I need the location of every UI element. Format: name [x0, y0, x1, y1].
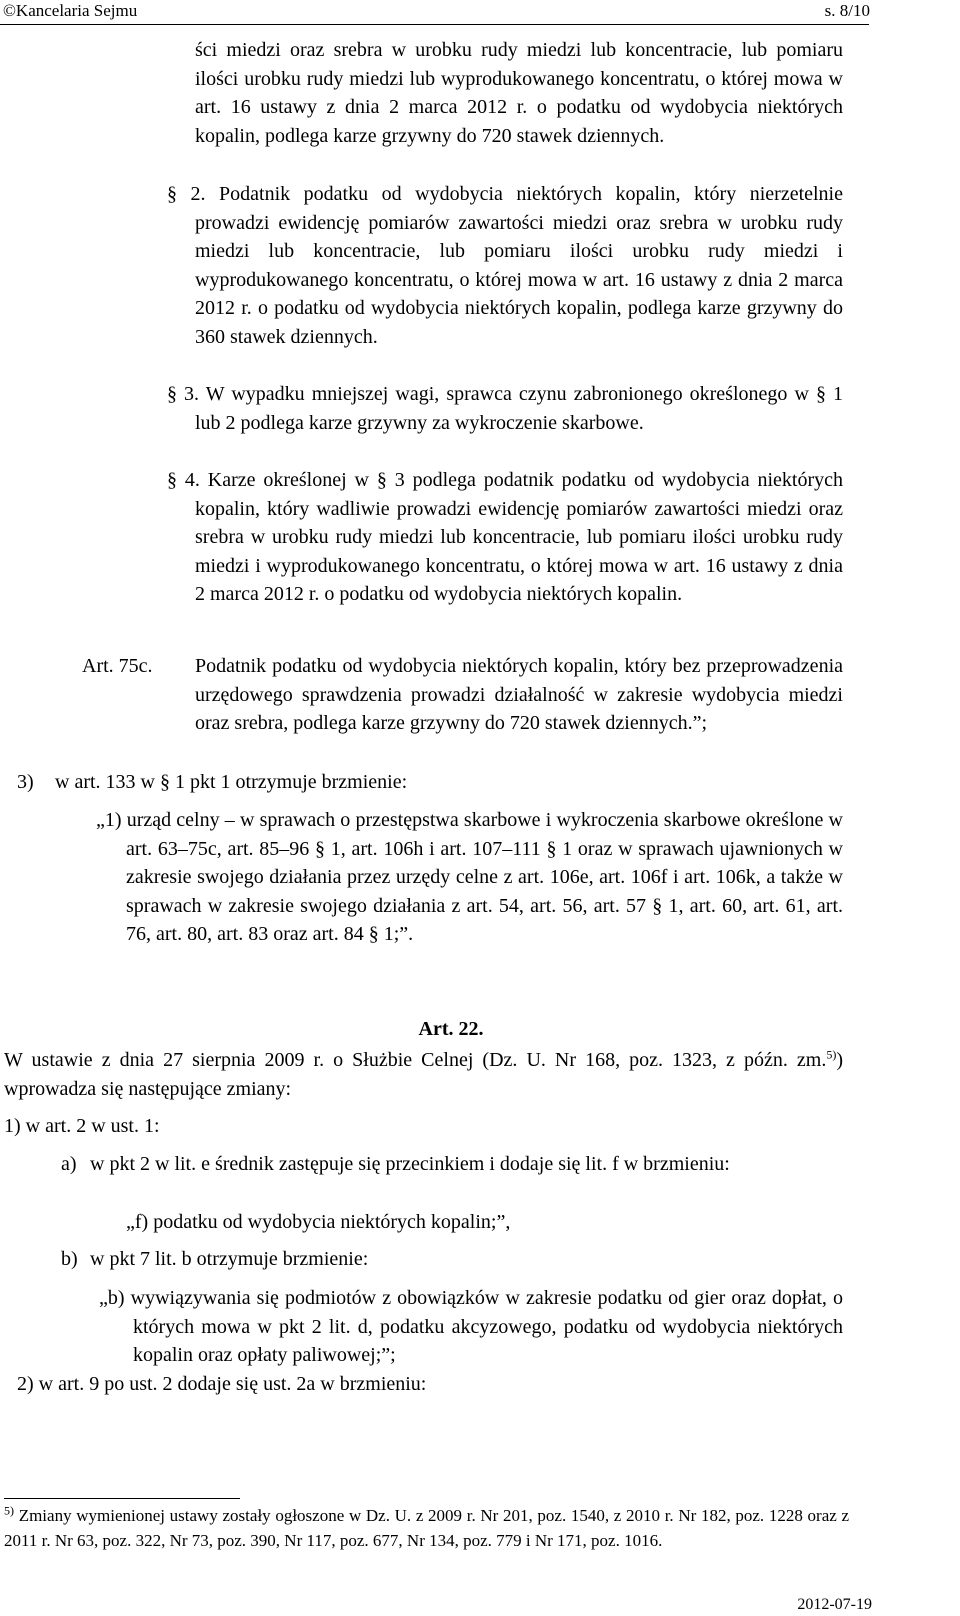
art22-item1a-label: a) [61, 1153, 77, 1175]
header-source: ©Kancelaria Sejmu [3, 1, 138, 20]
footnote-ref: 5) [826, 1047, 837, 1062]
art22-intro-b: ) wprowadza się następujące zmiany: [4, 1049, 843, 1100]
header-rule [0, 24, 869, 25]
quote-point1: „1) urząd celny – w sprawach o przestępstwa skarbowe i wykroczenia skarbowe określone w art. 63–75c, art. 85–96 § 1, art. 106h i art. 107–111 § 1 oraz w sprawach ujawnionych w zakresie swojego działania przez urzędy celne z art. 106e, art. 106f i art. 106k, a także w sprawach w zakresie swojego działania z art. 54, art. 56, art. 57 § 1, art. 60, art. 61, art. 76, art. 80, art. 83 oraz art. 84 § 1;”. [96, 809, 843, 946]
art75b-par2-text: § 2. Podatnik podatku od wydobycia niektórych kopalin, który nierzetelnie prowadzi ewidencję pomiarów zawartości miedzi oraz srebra w urobku rudy miedzi lub koncentracie, lub pomiaru ilości urobku rudy miedzi i wyprodukowanego koncentratu, o której mowa w art. 16 ustawy z dnia 2 marca 2012 r. o podatku od wydobycia niektórych kopalin, podlega karze grzywny do 360 stawek dziennych. [167, 183, 843, 348]
page-header [0, 0, 960, 26]
footnote-rule [4, 1498, 240, 1499]
quote-lit-f: „f) podatku od wydobycia niektórych kopalin;”, [126, 1211, 511, 1233]
art75b-par4-text: § 4. Karze określonej w § 3 podlega podatnik podatku od wydobycia niektórych kopalin, który wadliwie prowadzi ewidencję pomiarów zawartości miedzi oraz srebra w urobku rudy miedzi lub koncentracie, lub pomiaru ilości urobku rudy miedzi i wyprodukowanego koncentratu, o której mowa w art. 16 ustawy z dnia 2 marca 2012 r. o podatku od wydobycia niektórych kopalin. [167, 469, 843, 606]
art22-intro [4, 1046, 843, 1103]
art75b-par3 [167, 380, 843, 437]
art75c-text: Podatnik podatku od wydobycia niektórych kopalin, który bez przeprowadzenia urzędowego sprawdzenia prowadzi działalność w zakresie wydobycia miedzi oraz srebra, podlega karze grzywny do 720 stawek dziennych.”; [195, 655, 843, 735]
footnote-mark: 5) [4, 1503, 14, 1518]
art22-item2: 2) w art. 9 po ust. 2 dodaje się ust. 2a w brzmieniu: [17, 1373, 427, 1395]
art22-intro-a: W ustawie z dnia 27 sierpnia 2009 r. o Służbie Celnej (Dz. U. Nr 168, poz. 1323, z późn. zm. [4, 1049, 827, 1071]
header-page-number: s. 8/10 [824, 1, 870, 20]
footnote-text: Zmiany wymienionej ustawy zostały ogłoszone w Dz. U. z 2009 r. Nr 201, poz. 1540, z 2010 r. Nr 182, poz. 1228 oraz z 2011 r. Nr 63, poz. 322, Nr 73, poz. 390, Nr 117, poz. 677, Nr 134, poz. 779 i Nr 171, poz. 1016. [4, 1506, 850, 1550]
quote-lit-b: „b) wywiązywania się podmiotów z obowiązków w zakresie podatku od gier oraz dopłat, o których mowa w pkt 2 lit. d, podatku akcyzowego, podatku od wydobycia niektórych kopalin oraz opłaty paliwowej;”; [99, 1287, 843, 1367]
art22-title: Art. 22. [418, 1018, 484, 1040]
art75b-par3-text: § 3. W wypadku mniejszej wagi, sprawca czynu zabronionego określonego w § 1 lub 2 podlega karze grzywny za wykroczenie skarbowe. [167, 383, 843, 434]
art75b-p1-continuation: ści miedzi oraz srebra w urobku rudy miedzi lub koncentracie, lub pomiaru ilości urobku rudy miedzi lub wyprodukowanego koncentratu, o której mowa w art. 16 ustawy z dnia 2 marca 2012 r. o podatku od wydobycia niektórych kopalin, podlega karze grzywny do 720 stawek dziennych. [195, 39, 843, 147]
art75c-label: Art. 75c. [82, 655, 153, 677]
art75b-par2 [167, 180, 843, 352]
point3-text: w art. 133 w § 1 pkt 1 otrzymuje brzmienie: [55, 771, 408, 793]
art22-item1: 1) w art. 2 w ust. 1: [4, 1115, 160, 1137]
footer-date: 2012-07-19 [797, 1596, 872, 1613]
art22-item1a-text: w pkt 2 w lit. e średnik zastępuje się przecinkiem i dodaje się lit. f w brzmieniu: [90, 1153, 730, 1175]
point3-label: 3) [17, 771, 34, 793]
art22-item1b-label: b) [61, 1248, 78, 1270]
art22-item1b-text: w pkt 7 lit. b otrzymuje brzmienie: [90, 1248, 369, 1270]
footnote [4, 1504, 849, 1553]
art75b-par4 [167, 466, 843, 609]
